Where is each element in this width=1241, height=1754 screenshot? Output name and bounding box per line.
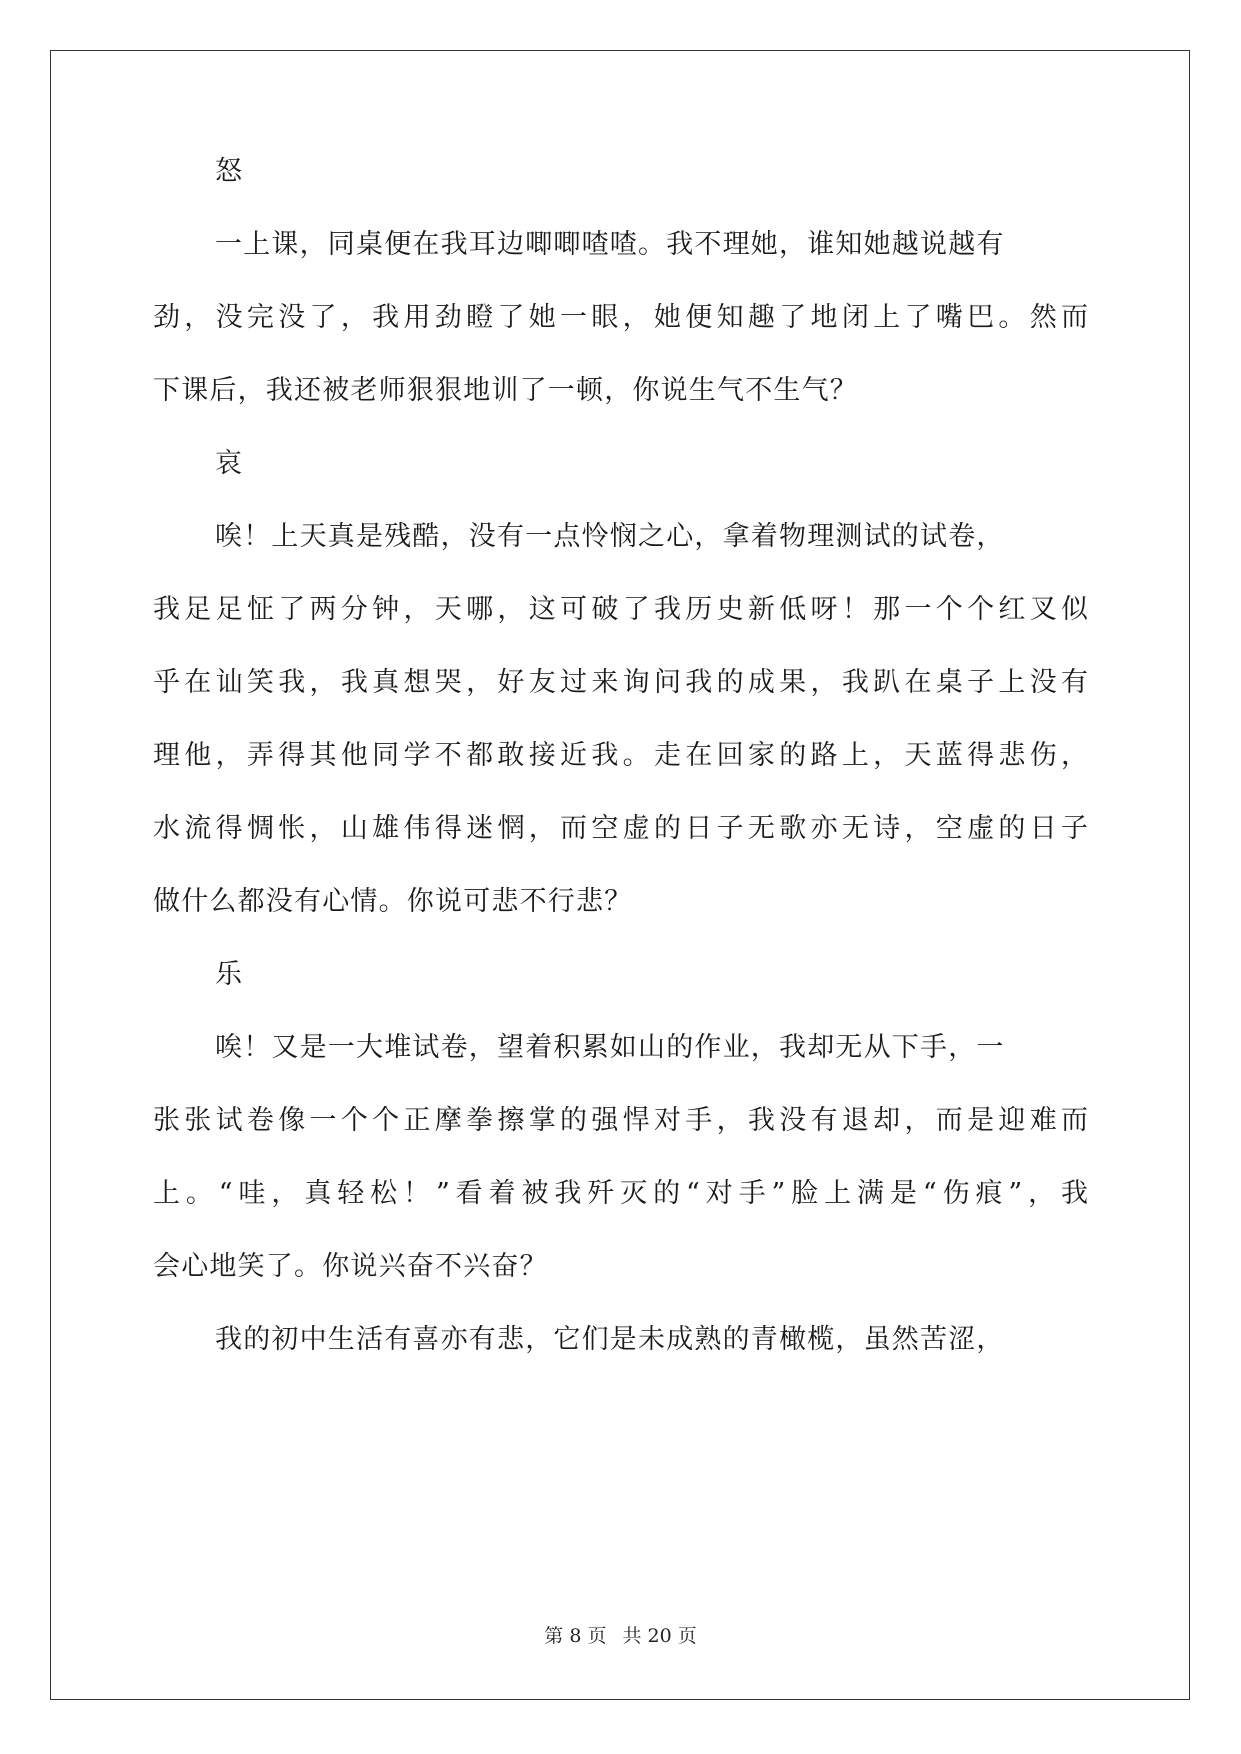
paragraph-line: 张张试卷像一个个正摩拳擦掌的强悍对手，我没有退却，而是迎难而	[153, 1105, 1088, 1136]
section-heading-sorrow: 哀	[215, 448, 244, 479]
paragraph-line: 水流得惆怅，山雄伟得迷惘，而空虚的日子无歌亦无诗，空虚的日子	[153, 813, 1088, 844]
paragraph-line: 一上课，同桌便在我耳边唧唧喳喳。我不理她，谁知她越说越有	[215, 229, 1005, 260]
paragraph-line: 下课后，我还被老师狠狠地训了一顿，你说生气不生气？	[153, 375, 858, 406]
page-number: 第 8 页	[544, 1625, 607, 1647]
paragraph-line: 上。“哇，真轻松！”看着被我歼灭的“对手”脸上满是“伤痕”，我	[153, 1178, 1088, 1209]
paragraph-line: 唉！又是一大堆试卷，望着积累如山的作业，我却无从下手，一	[215, 1032, 1005, 1063]
paragraph-line: 我足足怔了两分钟，天哪，这可破了我历史新低呀！那一个个红叉似	[153, 594, 1088, 625]
paragraph-line: 唉！上天真是残酷，没有一点怜悯之心，拿着物理测试的试卷，	[215, 521, 1005, 552]
section-heading-joy: 乐	[215, 959, 244, 990]
paragraph-line: 会心地笑了。你说兴奋不兴奋？	[153, 1251, 548, 1282]
section-heading-anger: 怒	[215, 156, 244, 187]
paragraph-line: 做什么都没有心情。你说可悲不行悲？	[153, 886, 633, 917]
paragraph-line: 乎在讪笑我，我真想哭，好友过来询问我的成果，我趴在桌子上没有	[153, 667, 1088, 698]
paragraph-line: 劲，没完没了，我用劲瞪了她一眼，她便知趣了地闭上了嘴巴。然而	[153, 302, 1088, 333]
paragraph-line: 我的初中生活有喜亦有悲，它们是未成熟的青橄榄，虽然苦涩，	[215, 1324, 1005, 1355]
paragraph-line: 理他，弄得其他同学不都敢接近我。走在回家的路上，天蓝得悲伤，	[153, 740, 1088, 771]
page-total: 共 20 页	[622, 1625, 697, 1647]
page-footer	[0, 1624, 1241, 1648]
